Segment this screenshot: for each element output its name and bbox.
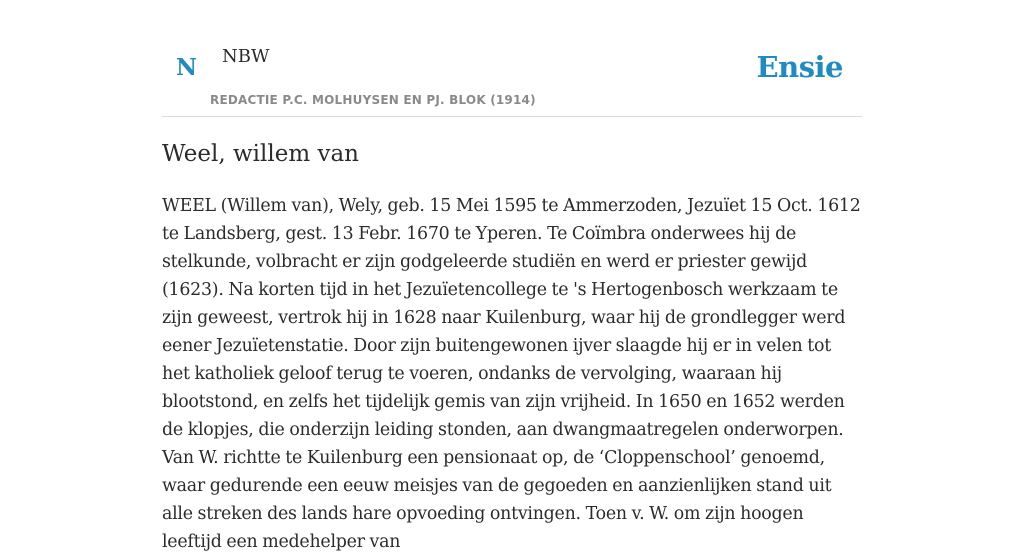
source-logo-letter[interactable]: N: [176, 54, 198, 81]
article-title: Weel, willem van: [162, 141, 359, 167]
ensie-logo[interactable]: Ensie: [756, 50, 843, 84]
page-header: [162, 0, 862, 117]
article-body: WEEL (Willem van), Wely, geb. 15 Mei 1595 te Ammerzoden, Jezuïet 15 Oct. 1612 te Landsberg, gest. 13 Febr. 1670 te Yperen. Te Coïmbra onderwees hij de stelkunde, volbracht er zijn godgeleerde studiën en werd er priester gewijd (1623). Na korten tijd in het Jezuïetencollege te 's Hertogenbosch werkzaam te zijn geweest, vertrok hij in 1628 naar Kuilenburg, waar hij de grondlegger werd eener Jezuïetenstatie. Door zijn buitengewonen ijver slaagde hij er in velen tot het katholiek geloof terug te voeren, ondanks de vervolging, waaraan hij blootstond, en zelfs het tijdelijk gemis van zijn vrijheid. In 1650 en 1652 werden de klopjes, die onderzijn leiding stonden, aan dwangmaatregelen onderworpen. Van W. richtte te Kuilenburg een pensionaat op, de ‘Cloppenschool’ genoemd, waar gedurende een eeuw meisjes van de gegoeden en aanzienlijken stand uit alle streken des lands hare opvoeding ontvingen. Toen v. W. om zijn hoogen leeftijd een medehelper van: [162, 196, 861, 552]
source-credit: REDACTIE P.C. MOLHUYSEN EN PJ. BLOK (1914): [210, 93, 536, 107]
source-abbreviation[interactable]: NBW: [222, 46, 270, 67]
